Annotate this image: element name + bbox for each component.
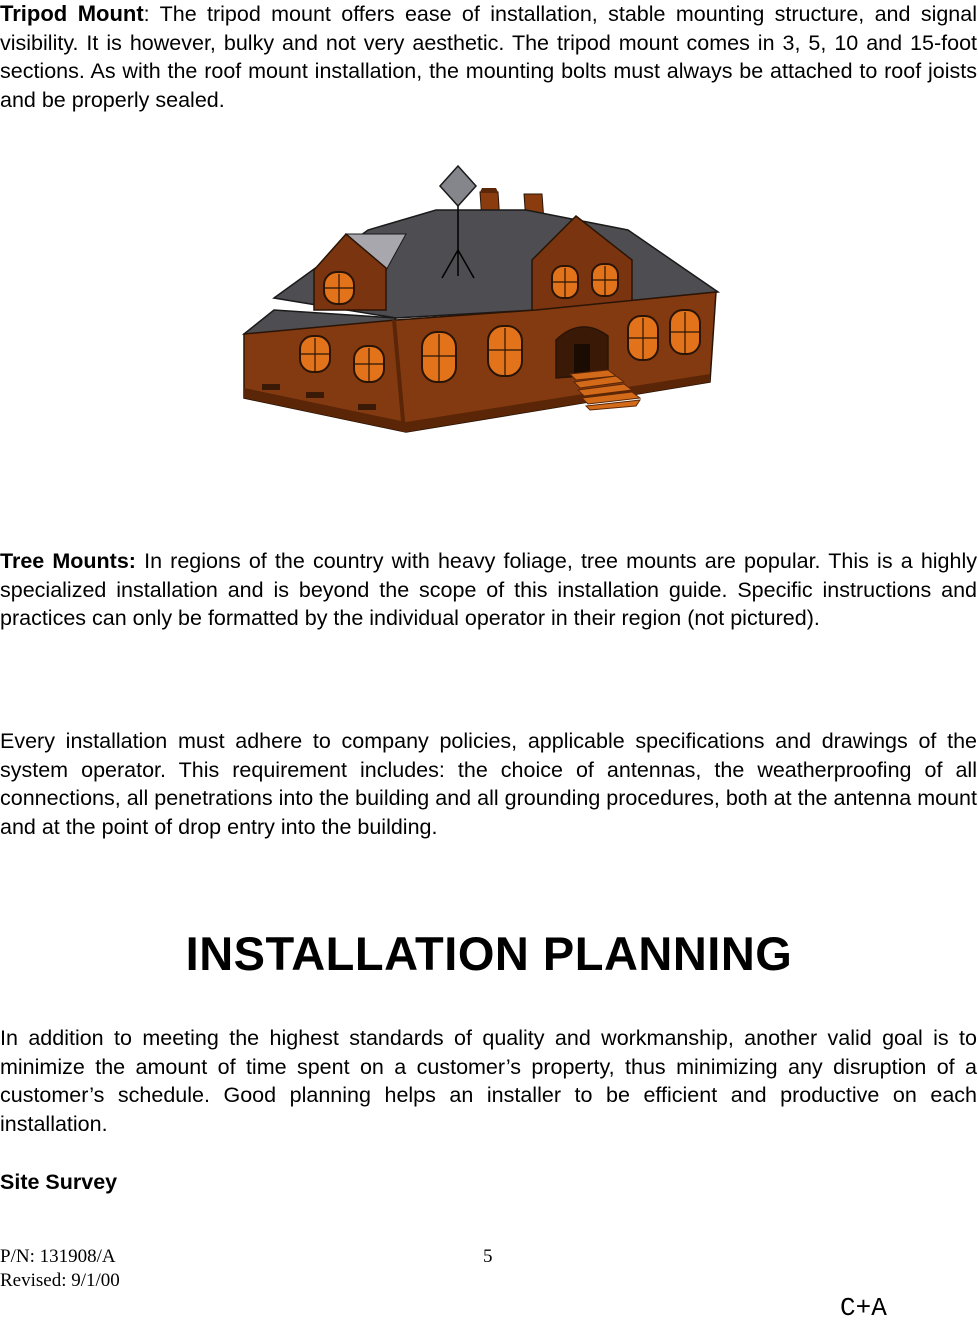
house-with-tripod-antenna-illustration — [236, 160, 726, 440]
page-number: 5 — [483, 1246, 493, 1267]
planning-paragraph: In addition to meeting the highest standards of quality and workmanship, another valid goal is to minimize the amount of time spent on a customer’s property, thus minimizing any disruption of a customer’s schedule. Good planning helps an installer to be efficient and productive on each installation. — [0, 1026, 977, 1136]
tripod-mount-text: : The tripod mount offers ease of installation, stable mounting structure, and signal visibility. It is however, bulky and not very aesthetic. The tripod mount comes in 3, 5, 10 and 15-foot sections. As with the roof mount installation, the mounting bolts must always be attached to roof joists and be properly sealed. — [0, 2, 977, 112]
part-number: P/N: 131908/A — [0, 1246, 116, 1267]
tripod-mount-paragraph — [0, 0, 977, 114]
tree-mounts-text: In regions of the country with heavy foliage, tree mounts are popular. This is a highly specialized installation and is beyond the scope of this installation guide. Specific instructions and practices can only be formatted by the individual operator in their region (not pictured). — [0, 549, 977, 631]
revised-date: Revised: 9/1/00 — [0, 1270, 120, 1291]
policy-paragraph: Every installation must adhere to company policies, applicable specifications and drawings of the system operator. This requirement includes: the choice of antennas, the weatherproofing of all connections, all penetrations into the building and all grounding procedures, both at the antenna mount and at the point of drop entry into the building. — [0, 729, 977, 839]
site-survey-subheading: Site Survey — [0, 1170, 118, 1194]
tree-mounts-lead: Tree Mounts: — [0, 549, 136, 573]
tripod-mount-lead: Tripod Mount — [0, 1, 144, 26]
tree-mounts-paragraph — [0, 547, 977, 633]
installation-planning-heading: INSTALLATION PLANNING — [185, 927, 793, 980]
document-mark: C+A — [840, 1293, 887, 1323]
